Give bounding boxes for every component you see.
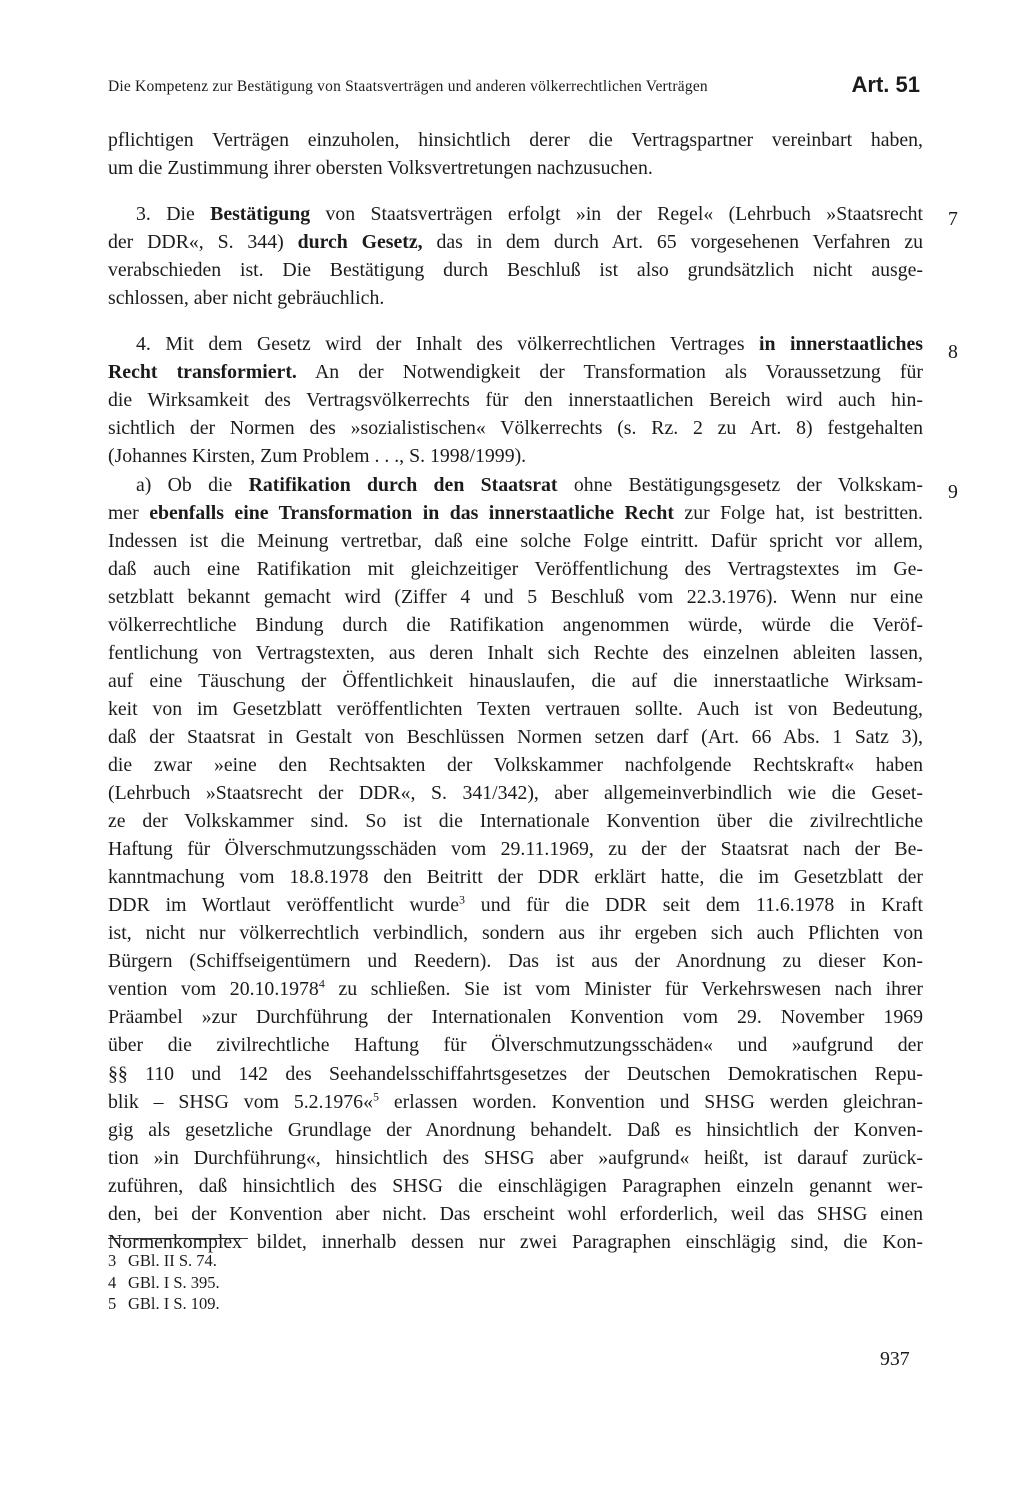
text-line: Normenkomplex bildet, innerhalb dessen nur zwei Paragraphen einschlägig sind, die Kon- (108, 1230, 923, 1253)
text-line: Haftung für Ölverschmutzungsschäden vom 29.11.1969, zu der der Staatsrat nach der Be- (108, 838, 923, 861)
text-line: der DDR«, S. 344) durch Gesetz, das in dem durch Art. 65 vorgesehenen Verfahren zu (108, 231, 923, 254)
text-line: fentlichung von Vertragstexten, aus deren Inhalt sich Rechte des einzelnen ableiten lassen, (108, 641, 923, 664)
bold-term: Ratifikation durch den Staatsrat (248, 473, 558, 496)
paragraph-gap (108, 182, 923, 200)
text-line: die zwar »eine den Rechtsakten der Volkskammer nachfolgende Rechtskraft« haben (108, 753, 923, 776)
footnote-ref: 5 (372, 1088, 379, 1103)
text-line: zuführen, daß hinsichtlich des SHSG die einschlägigen Paragraphen einzeln genannt wer- (108, 1174, 923, 1197)
text-line: Indessen ist die Meinung vertretbar, daß eine solche Folge eintritt. Dafür spricht vor allem, (108, 529, 923, 552)
text-line: tion »in Durchführung«, hinsichtlich des SHSG aber »aufgrund« heißt, ist darauf zurück- (108, 1146, 923, 1169)
text-line: auf eine Täuschung der Öffentlichkeit hinauslaufen, die auf die innerstaatliche Wirksam- (108, 669, 923, 692)
text-line: schlossen, aber nicht gebräuchlich. (108, 287, 385, 310)
paragraph-gap (108, 312, 923, 330)
text-line: ze der Volkskammer sind. So ist die Internationale Konvention über die zivilrechtliche (108, 810, 923, 833)
text-line: ist, nicht nur völkerrechtlich verbindlich, sondern aus ihr ergeben sich auch Pflichten von (108, 922, 923, 945)
bold-term: Recht transformiert. (108, 361, 297, 384)
text-line: pflichtigen Verträgen einzuholen, hinsichtlich derer die Vertragspartner vereinbart haben, (108, 129, 923, 151)
text-line: keit von im Gesetzblatt veröffentlichten Texten vertrauen sollte. Auch ist von Bedeutung, (108, 697, 923, 720)
footnotes (108, 1250, 220, 1315)
text-line: vention vom 20.10.1978$^4$ zu schließen. Sie ist vom Minister für Verkehrswesen nach ihrer (108, 976, 923, 1001)
footnote-ref: 4 (318, 976, 325, 991)
text-line: Präambel »zur Durchführung der Internationalen Konvention vom 29. November 1969 (108, 1006, 923, 1029)
text-line: Bürgern (Schiffseigentümern und Reedern). Das ist aus der Anordnung zu dieser Kon- (108, 950, 923, 973)
text-line: §§ 110 und 142 des Seehandelsschiffahrtsgesetzes der Deutschen Demokratischen Repu- (108, 1062, 923, 1085)
bold-term: in innerstaatliches (759, 333, 924, 356)
footnote: 3 GBl. II S. 74. (108, 1251, 217, 1270)
page-number: 937 (880, 1348, 910, 1370)
text-line: setzblatt bekannt gemacht wird (Ziffer 4 und 5 Beschluß vom 22.3.1976). Wenn nur eine (108, 585, 923, 608)
text-line: (Lehrbuch »Staatsrecht der DDR«, S. 341/342), aber allgemeinverbindlich wie die Geset- (108, 782, 923, 805)
footnote: 4 GBl. I S. 395. (108, 1272, 220, 1292)
text-line: 4. Mit dem Gesetz wird der Inhalt des völkerrechtlichen Vertrages in innerstaatliches (136, 333, 924, 356)
text-line: daß der Staatsrat in Gestalt von Beschlüssen Normen setzen darf (Art. 66 Abs. 1 Satz 3), (108, 725, 923, 748)
text-line: völkerrechtliche Bindung durch die Ratifikation angenommen würde, würde die Veröf- (108, 613, 923, 636)
text-line: gig als gesetzliche Grundlage der Anordnung behandelt. Daß es hinsichtlich der Konven- (108, 1118, 923, 1141)
margin-number: 7 (948, 208, 958, 230)
footnote: 5 GBl. I S. 109. (108, 1294, 220, 1313)
body-text (108, 126, 923, 1256)
text-line: sichtlich der Normen des »sozialistischen« Völkerrechts (s. Rz. 2 zu Art. 8) festgehalten (108, 417, 923, 440)
text-line: verabschieden ist. Die Bestätigung durch Beschluß ist also grundsätzlich nicht ausge- (108, 259, 923, 282)
text-line: a) Ob die Ratifikation durch den Staatsrat ohne Bestätigungsgesetz der Volkskam- (136, 473, 923, 496)
text-line: den, bei der Konvention aber nicht. Das erscheint wohl erforderlich, weil das SHSG einen (108, 1202, 923, 1225)
margin-number: 8 (948, 341, 958, 363)
running-header-title: Die Kompetenz zur Bestätigung von Staatsverträgen und anderen völkerrechtlichen Verträgen (108, 78, 708, 95)
text-line: mer ebenfalls eine Transformation in das innerstaatliche Recht zur Folge hat, ist bestritten. (108, 501, 923, 524)
footnote-ref: 3 (458, 892, 465, 907)
article-label: Art. 51 (851, 72, 920, 97)
footnote-divider (108, 1238, 248, 1239)
bold-term: durch Gesetz, (297, 231, 423, 254)
text-line: 3. Die Bestätigung von Staatsverträgen erfolgt »in der Regel« (Lehrbuch »Staatsrecht (136, 203, 923, 226)
text-line: (Johannes Kirsten, Zum Problem . . ., S. 1998/1999). (108, 445, 527, 468)
bold-term: ebenfalls eine Transformation in das innerstaatliche Recht (149, 501, 674, 524)
margin-number: 9 (948, 481, 958, 503)
text-line: blik – SHSG vom 5.2.1976«$^5$ erlassen worden. Konvention und SHSG werden gleichran- (108, 1088, 923, 1113)
bold-term: Bestätigung (210, 203, 311, 226)
text-line: die Wirksamkeit des Vertragsvölkerrechts für den innerstaatlichen Bereich wird auch hin- (108, 389, 923, 412)
text-line: über die zivilrechtliche Haftung für Ölverschmutzungsschäden« und »aufgrund der (108, 1034, 923, 1057)
text-line: Recht transformiert. An der Notwendigkeit der Transformation als Voraussetzung für (108, 361, 923, 384)
text-line: daß auch eine Ratifikation mit gleichzeitiger Veröffentlichung des Vertragstextes im Ge- (108, 557, 923, 580)
text-line: um die Zustimmung ihrer obersten Volksvertretungen nachzusuchen. (108, 157, 653, 180)
text-line: kanntmachung vom 18.8.1978 den Beitritt der DDR erklärt hatte, die im Gesetzblatt der (108, 866, 923, 889)
text-line: DDR im Wortlaut veröffentlicht wurde$^3$ und für die DDR seit dem 11.6.1978 in Kraft (108, 892, 923, 917)
